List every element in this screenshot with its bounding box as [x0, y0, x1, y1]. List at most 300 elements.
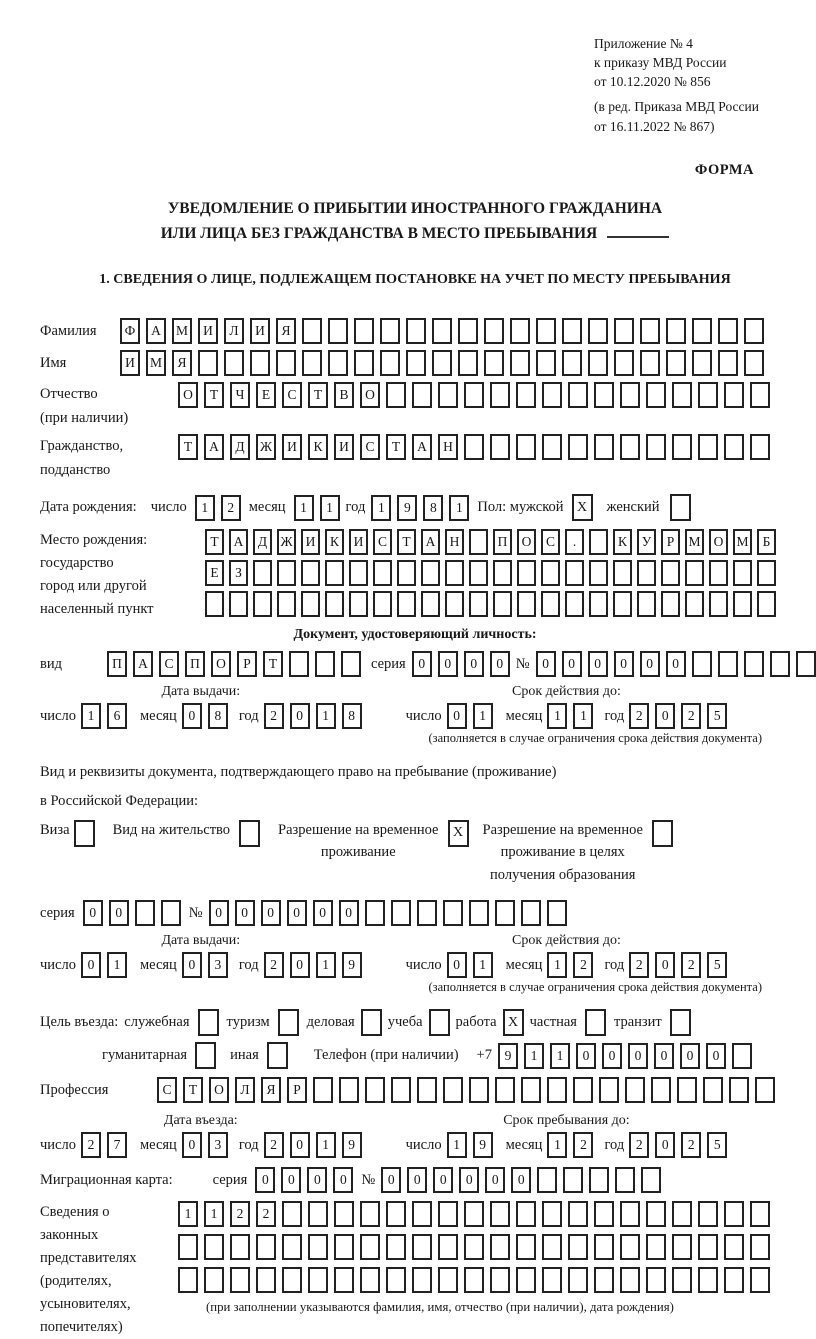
char-box[interactable] — [541, 560, 560, 586]
char-box[interactable] — [750, 382, 770, 408]
char-box[interactable]: 0 — [655, 703, 675, 729]
char-box[interactable] — [614, 350, 634, 376]
checkbox-purpose-other[interactable] — [267, 1042, 288, 1069]
char-box[interactable] — [391, 900, 411, 926]
char-box[interactable]: 7 — [107, 1132, 127, 1158]
char-box[interactable]: 0 — [511, 1167, 531, 1193]
char-box[interactable] — [178, 1267, 198, 1293]
char-box[interactable]: С — [282, 382, 302, 408]
checkbox-purpose-humanitarian[interactable] — [195, 1042, 216, 1069]
char-box[interactable] — [709, 560, 728, 586]
char-box[interactable] — [198, 350, 218, 376]
char-box[interactable] — [204, 1234, 224, 1260]
char-box[interactable]: О — [209, 1077, 229, 1103]
char-box[interactable]: 5 — [707, 952, 727, 978]
char-box[interactable]: 1 — [547, 1132, 567, 1158]
char-box[interactable]: 0 — [654, 1043, 674, 1069]
char-box[interactable] — [334, 1234, 354, 1260]
char-box[interactable] — [685, 591, 704, 617]
char-box[interactable] — [692, 318, 712, 344]
char-box[interactable]: 2 — [264, 1132, 284, 1158]
char-box[interactable] — [568, 1234, 588, 1260]
char-box[interactable]: 0 — [655, 952, 675, 978]
char-box[interactable]: 0 — [680, 1043, 700, 1069]
char-box[interactable] — [308, 1267, 328, 1293]
char-box[interactable] — [365, 900, 385, 926]
checkbox-male[interactable]: X — [572, 494, 593, 521]
char-box[interactable] — [406, 318, 426, 344]
char-box[interactable] — [313, 1077, 333, 1103]
char-box[interactable] — [339, 1077, 359, 1103]
char-box[interactable]: 0 — [313, 900, 333, 926]
char-box[interactable]: 9 — [342, 1132, 362, 1158]
char-box[interactable]: Я — [172, 350, 192, 376]
char-box[interactable]: Б — [757, 529, 776, 555]
char-box[interactable]: 2 — [221, 495, 241, 521]
char-box[interactable]: 1 — [447, 1132, 467, 1158]
char-box[interactable]: 0 — [209, 900, 229, 926]
char-box[interactable] — [718, 350, 738, 376]
char-box[interactable]: Р — [237, 651, 257, 677]
char-box[interactable]: 0 — [614, 651, 634, 677]
char-box[interactable]: А — [204, 434, 224, 460]
char-box[interactable] — [365, 1077, 385, 1103]
char-box[interactable] — [301, 591, 320, 617]
char-box[interactable]: 0 — [655, 1132, 675, 1158]
char-box[interactable] — [328, 318, 348, 344]
char-box[interactable] — [445, 591, 464, 617]
char-box[interactable]: Т — [205, 529, 224, 555]
char-box[interactable] — [698, 1267, 718, 1293]
char-box[interactable]: 6 — [107, 703, 127, 729]
char-box[interactable] — [277, 591, 296, 617]
char-box[interactable]: И — [334, 434, 354, 460]
char-box[interactable] — [490, 1267, 510, 1293]
char-box[interactable] — [334, 1201, 354, 1227]
char-box[interactable] — [709, 591, 728, 617]
char-box[interactable] — [517, 560, 536, 586]
char-box[interactable]: Н — [438, 434, 458, 460]
char-box[interactable]: С — [360, 434, 380, 460]
char-box[interactable] — [373, 591, 392, 617]
checkbox-purpose-private[interactable] — [585, 1009, 606, 1036]
char-box[interactable]: Е — [256, 382, 276, 408]
char-box[interactable] — [615, 1167, 635, 1193]
char-box[interactable] — [646, 1234, 666, 1260]
char-box[interactable] — [380, 350, 400, 376]
char-box[interactable]: 2 — [573, 952, 593, 978]
char-box[interactable] — [646, 1267, 666, 1293]
char-box[interactable] — [562, 318, 582, 344]
char-box[interactable]: В — [334, 382, 354, 408]
char-box[interactable] — [620, 1201, 640, 1227]
char-box[interactable] — [589, 529, 608, 555]
char-box[interactable]: Р — [287, 1077, 307, 1103]
char-box[interactable] — [161, 900, 181, 926]
char-box[interactable]: 1 — [320, 495, 340, 521]
char-box[interactable] — [464, 382, 484, 408]
char-box[interactable]: Я — [261, 1077, 281, 1103]
char-box[interactable]: 0 — [339, 900, 359, 926]
char-box[interactable]: 0 — [706, 1043, 726, 1069]
char-box[interactable]: 0 — [235, 900, 255, 926]
char-box[interactable]: Д — [230, 434, 250, 460]
char-box[interactable] — [256, 1267, 276, 1293]
char-box[interactable] — [386, 1267, 406, 1293]
char-box[interactable] — [464, 434, 484, 460]
char-box[interactable]: 0 — [307, 1167, 327, 1193]
char-box[interactable] — [493, 560, 512, 586]
char-box[interactable] — [438, 382, 458, 408]
char-box[interactable]: 2 — [230, 1201, 250, 1227]
char-box[interactable] — [698, 434, 718, 460]
char-box[interactable]: 1 — [178, 1201, 198, 1227]
char-box[interactable] — [432, 350, 452, 376]
char-box[interactable] — [703, 1077, 723, 1103]
checkbox-purpose-official[interactable] — [198, 1009, 219, 1036]
char-box[interactable]: 0 — [333, 1167, 353, 1193]
char-box[interactable]: 0 — [536, 651, 556, 677]
char-box[interactable] — [421, 591, 440, 617]
char-box[interactable] — [542, 382, 562, 408]
char-box[interactable]: Ж — [256, 434, 276, 460]
char-box[interactable]: А — [229, 529, 248, 555]
char-box[interactable]: 2 — [573, 1132, 593, 1158]
char-box[interactable]: Т — [204, 382, 224, 408]
char-box[interactable] — [349, 591, 368, 617]
char-box[interactable] — [360, 1234, 380, 1260]
char-box[interactable] — [490, 1234, 510, 1260]
char-box[interactable] — [301, 560, 320, 586]
char-box[interactable] — [490, 434, 510, 460]
char-box[interactable] — [718, 318, 738, 344]
char-box[interactable] — [438, 1234, 458, 1260]
char-box[interactable]: О — [178, 382, 198, 408]
char-box[interactable] — [315, 651, 335, 677]
char-box[interactable]: 0 — [576, 1043, 596, 1069]
char-box[interactable] — [469, 1077, 489, 1103]
char-box[interactable] — [469, 591, 488, 617]
char-box[interactable] — [421, 560, 440, 586]
char-box[interactable] — [542, 1234, 562, 1260]
char-box[interactable] — [672, 434, 692, 460]
char-box[interactable] — [724, 1234, 744, 1260]
char-box[interactable] — [432, 318, 452, 344]
char-box[interactable]: 9 — [473, 1132, 493, 1158]
char-box[interactable]: Т — [386, 434, 406, 460]
char-box[interactable]: 0 — [381, 1167, 401, 1193]
char-box[interactable] — [204, 1267, 224, 1293]
char-box[interactable] — [698, 1201, 718, 1227]
char-box[interactable]: 0 — [459, 1167, 479, 1193]
char-box[interactable]: О — [517, 529, 536, 555]
char-box[interactable] — [521, 1077, 541, 1103]
char-box[interactable] — [646, 382, 666, 408]
char-box[interactable]: 1 — [473, 952, 493, 978]
char-box[interactable] — [135, 900, 155, 926]
char-box[interactable] — [302, 318, 322, 344]
char-box[interactable] — [493, 591, 512, 617]
char-box[interactable] — [724, 434, 744, 460]
char-box[interactable]: 9 — [342, 952, 362, 978]
char-box[interactable] — [417, 900, 437, 926]
char-box[interactable] — [256, 1234, 276, 1260]
char-box[interactable] — [469, 529, 488, 555]
char-box[interactable] — [412, 1267, 432, 1293]
char-box[interactable] — [744, 318, 764, 344]
char-box[interactable]: 1 — [81, 703, 101, 729]
char-box[interactable] — [646, 434, 666, 460]
char-box[interactable] — [594, 434, 614, 460]
char-box[interactable] — [718, 651, 738, 677]
char-box[interactable]: 0 — [485, 1167, 505, 1193]
char-box[interactable] — [542, 1201, 562, 1227]
char-box[interactable]: 0 — [83, 900, 103, 926]
char-box[interactable] — [484, 318, 504, 344]
char-box[interactable]: 0 — [182, 703, 202, 729]
char-box[interactable]: 1 — [204, 1201, 224, 1227]
char-box[interactable] — [412, 1201, 432, 1227]
char-box[interactable]: 2 — [264, 952, 284, 978]
char-box[interactable] — [588, 318, 608, 344]
char-box[interactable]: И — [282, 434, 302, 460]
char-box[interactable]: М — [685, 529, 704, 555]
char-box[interactable]: Т — [183, 1077, 203, 1103]
char-box[interactable] — [568, 434, 588, 460]
char-box[interactable]: 9 — [397, 495, 417, 521]
char-box[interactable] — [640, 318, 660, 344]
checkbox-purpose-work[interactable]: X — [503, 1009, 524, 1036]
char-box[interactable] — [672, 382, 692, 408]
checkbox-female[interactable] — [670, 494, 691, 521]
char-box[interactable] — [386, 1201, 406, 1227]
char-box[interactable]: К — [613, 529, 632, 555]
char-box[interactable]: 0 — [490, 651, 510, 677]
char-box[interactable] — [325, 560, 344, 586]
char-box[interactable] — [770, 651, 790, 677]
char-box[interactable]: А — [421, 529, 440, 555]
char-box[interactable]: 2 — [81, 1132, 101, 1158]
char-box[interactable] — [733, 591, 752, 617]
char-box[interactable] — [391, 1077, 411, 1103]
char-box[interactable]: П — [493, 529, 512, 555]
char-box[interactable]: О — [360, 382, 380, 408]
char-box[interactable] — [406, 350, 426, 376]
char-box[interactable]: С — [159, 651, 179, 677]
char-box[interactable] — [438, 1201, 458, 1227]
char-box[interactable] — [641, 1167, 661, 1193]
char-box[interactable]: 0 — [640, 651, 660, 677]
char-box[interactable] — [380, 318, 400, 344]
char-box[interactable] — [516, 1234, 536, 1260]
char-box[interactable]: 8 — [342, 703, 362, 729]
char-box[interactable] — [205, 591, 224, 617]
char-box[interactable]: 2 — [629, 1132, 649, 1158]
char-box[interactable]: 0 — [290, 952, 310, 978]
char-box[interactable] — [537, 1167, 557, 1193]
char-box[interactable]: Л — [235, 1077, 255, 1103]
char-box[interactable]: 1 — [316, 952, 336, 978]
char-box[interactable]: Р — [661, 529, 680, 555]
char-box[interactable] — [516, 1201, 536, 1227]
char-box[interactable] — [637, 560, 656, 586]
char-box[interactable]: 5 — [707, 703, 727, 729]
char-box[interactable] — [495, 900, 515, 926]
char-box[interactable]: 5 — [707, 1132, 727, 1158]
char-box[interactable]: 3 — [208, 952, 228, 978]
char-box[interactable] — [334, 1267, 354, 1293]
char-box[interactable] — [282, 1267, 302, 1293]
char-box[interactable] — [386, 1234, 406, 1260]
char-box[interactable] — [724, 382, 744, 408]
char-box[interactable] — [417, 1077, 437, 1103]
char-box[interactable]: 2 — [681, 952, 701, 978]
char-box[interactable] — [750, 1234, 770, 1260]
char-box[interactable] — [469, 900, 489, 926]
char-box[interactable]: И — [250, 318, 270, 344]
char-box[interactable]: 0 — [602, 1043, 622, 1069]
char-box[interactable]: Ж — [277, 529, 296, 555]
char-box[interactable]: У — [637, 529, 656, 555]
char-box[interactable] — [750, 1201, 770, 1227]
char-box[interactable]: 0 — [588, 651, 608, 677]
char-box[interactable]: М — [733, 529, 752, 555]
char-box[interactable]: П — [107, 651, 127, 677]
char-box[interactable]: Ч — [230, 382, 250, 408]
char-box[interactable]: 0 — [281, 1167, 301, 1193]
char-box[interactable] — [646, 1201, 666, 1227]
char-box[interactable]: 0 — [562, 651, 582, 677]
char-box[interactable] — [750, 434, 770, 460]
char-box[interactable] — [750, 1267, 770, 1293]
char-box[interactable] — [354, 350, 374, 376]
char-box[interactable] — [733, 560, 752, 586]
char-box[interactable]: 0 — [290, 1132, 310, 1158]
char-box[interactable] — [588, 350, 608, 376]
char-box[interactable] — [412, 382, 432, 408]
char-box[interactable]: Т — [263, 651, 283, 677]
char-box[interactable] — [458, 318, 478, 344]
char-box[interactable] — [178, 1234, 198, 1260]
char-box[interactable] — [464, 1267, 484, 1293]
char-box[interactable] — [325, 591, 344, 617]
char-box[interactable] — [547, 900, 567, 926]
char-box[interactable] — [613, 591, 632, 617]
char-box[interactable] — [354, 318, 374, 344]
char-box[interactable] — [620, 434, 640, 460]
char-box[interactable] — [614, 318, 634, 344]
char-box[interactable] — [510, 350, 530, 376]
char-box[interactable] — [302, 350, 322, 376]
char-box[interactable] — [253, 560, 272, 586]
char-box[interactable]: 0 — [433, 1167, 453, 1193]
char-box[interactable] — [349, 560, 368, 586]
char-box[interactable] — [620, 1267, 640, 1293]
char-box[interactable] — [542, 434, 562, 460]
char-box[interactable] — [229, 591, 248, 617]
char-box[interactable]: П — [185, 651, 205, 677]
char-box[interactable] — [541, 591, 560, 617]
char-box[interactable] — [397, 560, 416, 586]
char-box[interactable]: Е — [205, 560, 224, 586]
char-box[interactable] — [563, 1167, 583, 1193]
char-box[interactable] — [568, 1201, 588, 1227]
char-box[interactable]: О — [211, 651, 231, 677]
char-box[interactable] — [666, 350, 686, 376]
char-box[interactable]: 0 — [290, 703, 310, 729]
char-box[interactable]: 2 — [264, 703, 284, 729]
char-box[interactable] — [666, 318, 686, 344]
char-box[interactable] — [589, 591, 608, 617]
char-box[interactable]: 1 — [524, 1043, 544, 1069]
char-box[interactable]: 0 — [182, 952, 202, 978]
char-box[interactable]: И — [198, 318, 218, 344]
char-box[interactable]: 1 — [547, 952, 567, 978]
char-box[interactable]: 1 — [449, 495, 469, 521]
char-box[interactable]: 1 — [550, 1043, 570, 1069]
char-box[interactable] — [692, 350, 712, 376]
char-box[interactable]: 0 — [287, 900, 307, 926]
char-box[interactable] — [613, 560, 632, 586]
char-box[interactable]: Т — [397, 529, 416, 555]
char-box[interactable]: К — [325, 529, 344, 555]
char-box[interactable] — [464, 1201, 484, 1227]
char-box[interactable] — [594, 382, 614, 408]
char-box[interactable]: 2 — [629, 952, 649, 978]
char-box[interactable] — [698, 1234, 718, 1260]
char-box[interactable] — [573, 1077, 593, 1103]
char-box[interactable] — [757, 591, 776, 617]
char-box[interactable] — [562, 350, 582, 376]
char-box[interactable] — [277, 560, 296, 586]
char-box[interactable] — [536, 350, 556, 376]
char-box[interactable] — [373, 560, 392, 586]
char-box[interactable] — [516, 1267, 536, 1293]
checkbox-purpose-business[interactable] — [361, 1009, 382, 1036]
char-box[interactable]: Т — [178, 434, 198, 460]
char-box[interactable] — [397, 591, 416, 617]
char-box[interactable] — [276, 350, 296, 376]
checkbox-purpose-study[interactable] — [429, 1009, 450, 1036]
char-box[interactable] — [289, 651, 309, 677]
char-box[interactable] — [360, 1267, 380, 1293]
char-box[interactable]: М — [172, 318, 192, 344]
char-box[interactable]: 2 — [256, 1201, 276, 1227]
char-box[interactable]: Л — [224, 318, 244, 344]
char-box[interactable]: 0 — [182, 1132, 202, 1158]
char-box[interactable]: 0 — [447, 952, 467, 978]
char-box[interactable] — [637, 591, 656, 617]
char-box[interactable] — [724, 1201, 744, 1227]
char-box[interactable] — [625, 1077, 645, 1103]
char-box[interactable] — [640, 350, 660, 376]
char-box[interactable]: 1 — [294, 495, 314, 521]
char-box[interactable]: Д — [253, 529, 272, 555]
char-box[interactable] — [568, 382, 588, 408]
char-box[interactable]: 1 — [573, 703, 593, 729]
char-box[interactable] — [594, 1201, 614, 1227]
char-box[interactable] — [360, 1201, 380, 1227]
char-box[interactable]: 2 — [681, 1132, 701, 1158]
char-box[interactable] — [724, 1267, 744, 1293]
char-box[interactable] — [443, 900, 463, 926]
char-box[interactable]: 2 — [629, 703, 649, 729]
char-box[interactable]: 0 — [447, 703, 467, 729]
char-box[interactable]: И — [349, 529, 368, 555]
char-box[interactable] — [521, 900, 541, 926]
char-box[interactable] — [672, 1201, 692, 1227]
char-box[interactable] — [224, 350, 244, 376]
